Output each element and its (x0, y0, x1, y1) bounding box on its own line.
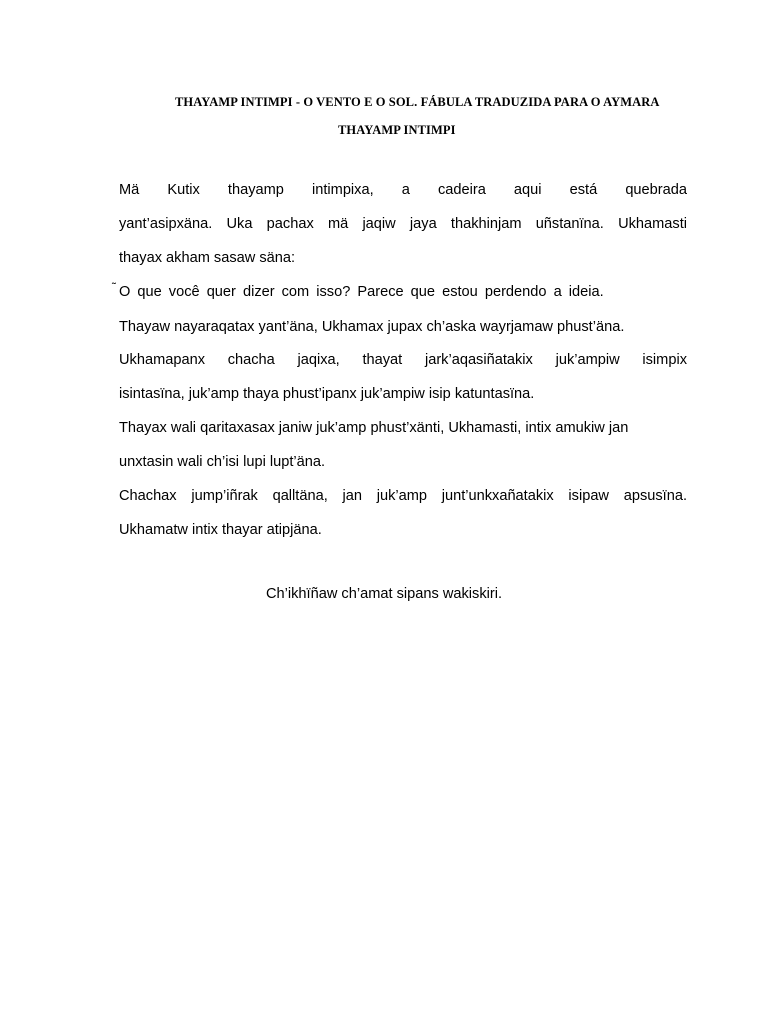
text-line-6: Ukhamapanx chacha jaqixa, thayat jark’aqasiñatakix juk’ampiw isimpix (119, 352, 687, 368)
text-line-4: O que você quer dizer com isso? Parece que estou perdendo a ideia. (119, 284, 604, 300)
text-line-8: Thayax wali qaritaxasax janiw juk’amp phust’xänti, Ukhamasti, intix amukiw jan (119, 420, 629, 436)
text-line-7: isintasïna, juk’amp thaya phust’ipanx juk’ampiw isip katuntasïna. (119, 386, 535, 402)
text-line-3: thayax akham sasaw säna: (119, 250, 296, 266)
text-line-5: Thayaw nayaraqatax yant’äna, Ukhamax jupax ch’aska wayrjamaw phust’äna. (119, 319, 625, 335)
closing-moral: Ch’ikhïñaw ch’amat sipans wakiskiri. (266, 586, 503, 602)
text-line-10: Chachax jump’iñrak qalltäna, jan juk’amp junt’unkxañatakix isipaw apsusïna. (119, 488, 687, 504)
document-subtitle: THAYAMP INTIMPI (338, 123, 456, 137)
text-line-1: Mä Kutix thayamp intimpixa, a cadeira aqui está quebrada (119, 182, 687, 198)
text-line-2: yant’asipxäna. Uka pachax mä jaqiw jaya thakhinjam uñstanïna. Ukhamasti (119, 216, 687, 232)
document-title: THAYAMP INTIMPI - O VENTO E O SOL. FÁBULA TRADUZIDA PARA O AYMARA (175, 95, 660, 109)
text-line-11: Ukhamatw intix thayar atipjäna. (119, 522, 322, 538)
text-line-9: unxtasin wali ch’isi lupi lupt’äna. (119, 454, 326, 470)
dialogue-dash-mark: ˜ (112, 280, 116, 294)
